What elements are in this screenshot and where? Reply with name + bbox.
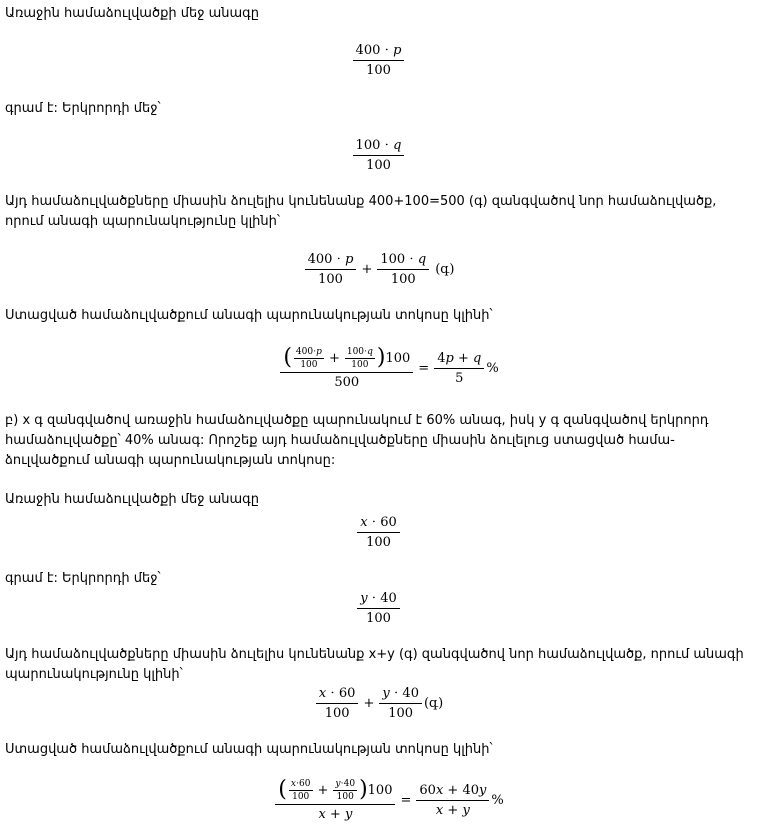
multiplier-100: 100 xyxy=(385,350,411,366)
multiplier-100: 100 xyxy=(367,782,393,798)
fraction-x60: $\frac{x \cdot 60}{100}$ xyxy=(316,686,359,721)
fraction-percent-expression: ( $\frac{400\cdot p}{100}$ + $\frac{100\cdot q}{100}$ ) 100 500 xyxy=(280,347,413,390)
plus-sign: + xyxy=(363,695,375,711)
fraction-x60-over-100: $\frac{x \cdot 60}{100}$ xyxy=(357,515,400,550)
paragraph-8: Այդ համաձուլվածքները միասին ձուլելիս կունենանք x+y (գ) զանգվածով նոր համաձուլվածք, որում անագի պարունակությունը կլինի՝ xyxy=(5,647,744,682)
denominator-500: 500 xyxy=(334,374,360,390)
paragraph-2: գրամ է: Երկրորդի մեջ՝ xyxy=(5,101,161,116)
dot-operator: ⋅ xyxy=(384,42,389,58)
equals-sign: = xyxy=(400,792,412,808)
percent-sign: % xyxy=(491,792,504,808)
left-paren: ( xyxy=(283,345,292,370)
denominator-100: 100 xyxy=(366,157,391,173)
paragraph-1: Առաջին համաձուլվածքի մեջ անագը xyxy=(5,6,259,21)
paragraph-3: Այդ համաձուլվածքները միասին ձուլելիս կունենանք 400+100=500 (գ) զանգվածով նոր համաձուլվածք, որում անագի պարունակությունը կլինի՝ xyxy=(5,194,717,229)
formula-6 xyxy=(0,586,757,630)
equals-sign: = xyxy=(418,360,430,376)
unit-gram: (գ) xyxy=(435,261,455,277)
fraction-400p: $\frac{400 \cdot p}{100}$ xyxy=(305,252,357,287)
numerator-100: 100 xyxy=(355,137,381,153)
paragraph-5: բ) x գ զանգվածով առաջին համաձուլվածքը պարունակում է 60% անագ, իսկ y գ զանգվածով երկրորդ համաձուլվածքը՝ 40% անագ: Որոշեք այդ համաձուլվածքները միասին ձուլելուց ստացված համա-ձուլվածքում անագի պարունակության տոկոսը: xyxy=(5,413,709,468)
paragraph-6: Առաջին համաձուլվածքի մեջ անագը xyxy=(5,492,259,507)
formula-2 xyxy=(0,134,757,176)
formula-1 xyxy=(0,38,757,82)
unit-gram: (գ) xyxy=(423,695,444,711)
fraction-100q-over-100 xyxy=(353,138,405,173)
fraction-y40: $\frac{y \cdot 40}{100}$ xyxy=(379,686,422,721)
paragraph-7: գրամ է: Երկրորդի մեջ՝ xyxy=(5,571,161,586)
formula-8 xyxy=(0,772,757,828)
formula-7 xyxy=(0,680,757,726)
formula-4 xyxy=(0,340,757,396)
paragraph-9: Ստացված համաձուլվածքում անագի պարունակության տոկոսը կլինի՝ xyxy=(5,742,493,757)
numerator-400: 400 xyxy=(355,42,381,58)
fraction-result-xy: $\frac{60x + 40y}{x + y}$ xyxy=(416,783,489,818)
dot-operator: ⋅ xyxy=(384,137,389,153)
fraction-100q: $\frac{100 \cdot q}{100}$ xyxy=(377,252,429,287)
right-paren: ) xyxy=(359,777,368,802)
denominator-100: 100 xyxy=(366,62,391,78)
fraction-percent-expression-xy: ( $\frac{x\cdot 60}{100}$ + $\frac{y\cdot 40}{100}$ ) 100 x + y xyxy=(275,779,395,822)
formula-5 xyxy=(0,510,757,554)
left-paren: ( xyxy=(278,777,287,802)
paragraph-4: Ստացված համաձուլվածքում անագի պարունակության տոկոսը կլինի՝ xyxy=(5,308,493,323)
fraction-result: $\frac{4p + q}{5}$ xyxy=(434,351,484,386)
right-paren: ) xyxy=(376,345,386,370)
plus-sign: + xyxy=(361,261,373,277)
fraction-400p-over-100 xyxy=(353,43,405,78)
percent-sign: % xyxy=(486,360,499,376)
formula-3 xyxy=(0,246,757,292)
variable-q: q xyxy=(393,137,402,153)
fraction-y40-over-100: $\frac{y \cdot 40}{100}$ xyxy=(357,591,400,626)
variable-p: p xyxy=(393,42,402,58)
